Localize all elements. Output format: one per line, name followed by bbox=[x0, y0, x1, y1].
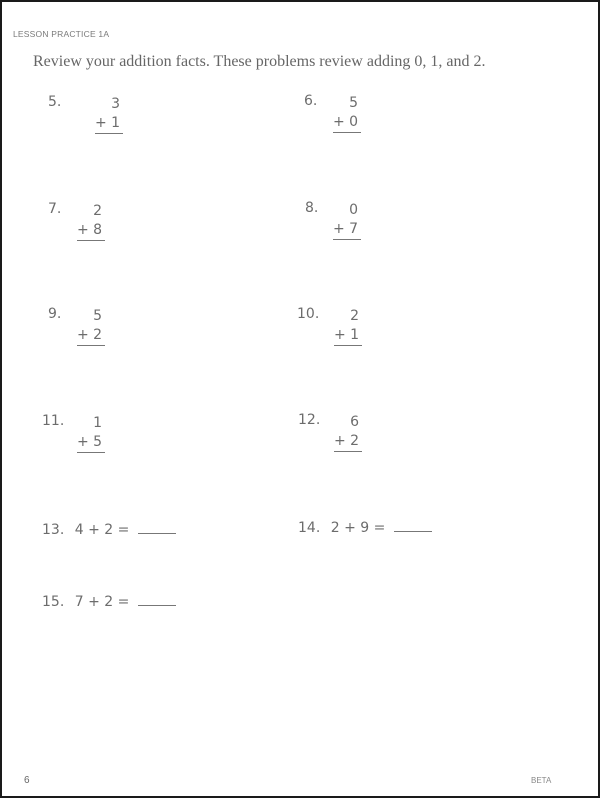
problem-number: 15. bbox=[42, 594, 65, 610]
problem-14 bbox=[298, 520, 432, 536]
problem-number: 9. bbox=[48, 306, 62, 322]
problem-number: 5. bbox=[48, 94, 62, 110]
problem-stack bbox=[334, 412, 362, 452]
answer-blank[interactable] bbox=[138, 522, 176, 534]
answer-blank[interactable] bbox=[138, 594, 176, 606]
addend-top: 0 bbox=[349, 202, 358, 218]
addend-top: 2 bbox=[350, 308, 359, 324]
problem-number: 14. bbox=[298, 520, 321, 536]
problem-number: 12. bbox=[298, 412, 321, 428]
problem-stack bbox=[95, 94, 123, 134]
problem-number: 11. bbox=[42, 413, 65, 429]
addend-top: 3 bbox=[111, 96, 120, 112]
addend-bottom[interactable]: + 2 bbox=[77, 326, 105, 346]
problem-stack bbox=[77, 201, 105, 241]
book-name: BETA bbox=[531, 776, 552, 785]
addend-bottom[interactable]: + 8 bbox=[77, 221, 105, 241]
problem-number: 6. bbox=[304, 93, 318, 109]
problem-stack bbox=[77, 413, 105, 453]
lesson-label: LESSON PRACTICE 1A bbox=[13, 29, 110, 39]
problem-expression: 7 + 2 = bbox=[74, 594, 130, 610]
problem-number: 13. bbox=[42, 522, 65, 538]
problem-stack bbox=[77, 306, 105, 346]
problem-number: 7. bbox=[48, 201, 62, 217]
problem-stack bbox=[334, 306, 362, 346]
problem-15 bbox=[42, 594, 176, 610]
problem-stack bbox=[333, 93, 361, 133]
problem-expression: 4 + 2 = bbox=[74, 522, 130, 538]
problem-number: 8. bbox=[305, 200, 319, 216]
problem-stack bbox=[333, 200, 361, 240]
problem-expression: 2 + 9 = bbox=[330, 520, 386, 536]
addend-bottom[interactable]: + 7 bbox=[333, 220, 361, 240]
addend-top: 5 bbox=[93, 308, 102, 324]
problem-13 bbox=[42, 522, 176, 538]
instructions: Review your addition facts. These problems review adding 0, 1, and 2. bbox=[33, 53, 486, 70]
addend-bottom[interactable]: + 1 bbox=[334, 326, 362, 346]
addend-top: 6 bbox=[350, 414, 359, 430]
addend-top: 5 bbox=[349, 95, 358, 111]
addend-bottom[interactable]: + 2 bbox=[334, 432, 362, 452]
addend-top: 2 bbox=[93, 203, 102, 219]
problem-number: 10. bbox=[297, 306, 320, 322]
addend-bottom[interactable]: + 0 bbox=[333, 113, 361, 133]
page-number: 6 bbox=[24, 775, 30, 786]
addend-bottom[interactable]: + 1 bbox=[95, 114, 123, 134]
addend-top: 1 bbox=[93, 415, 102, 431]
answer-blank[interactable] bbox=[394, 520, 432, 532]
addend-bottom[interactable]: + 5 bbox=[77, 433, 105, 453]
